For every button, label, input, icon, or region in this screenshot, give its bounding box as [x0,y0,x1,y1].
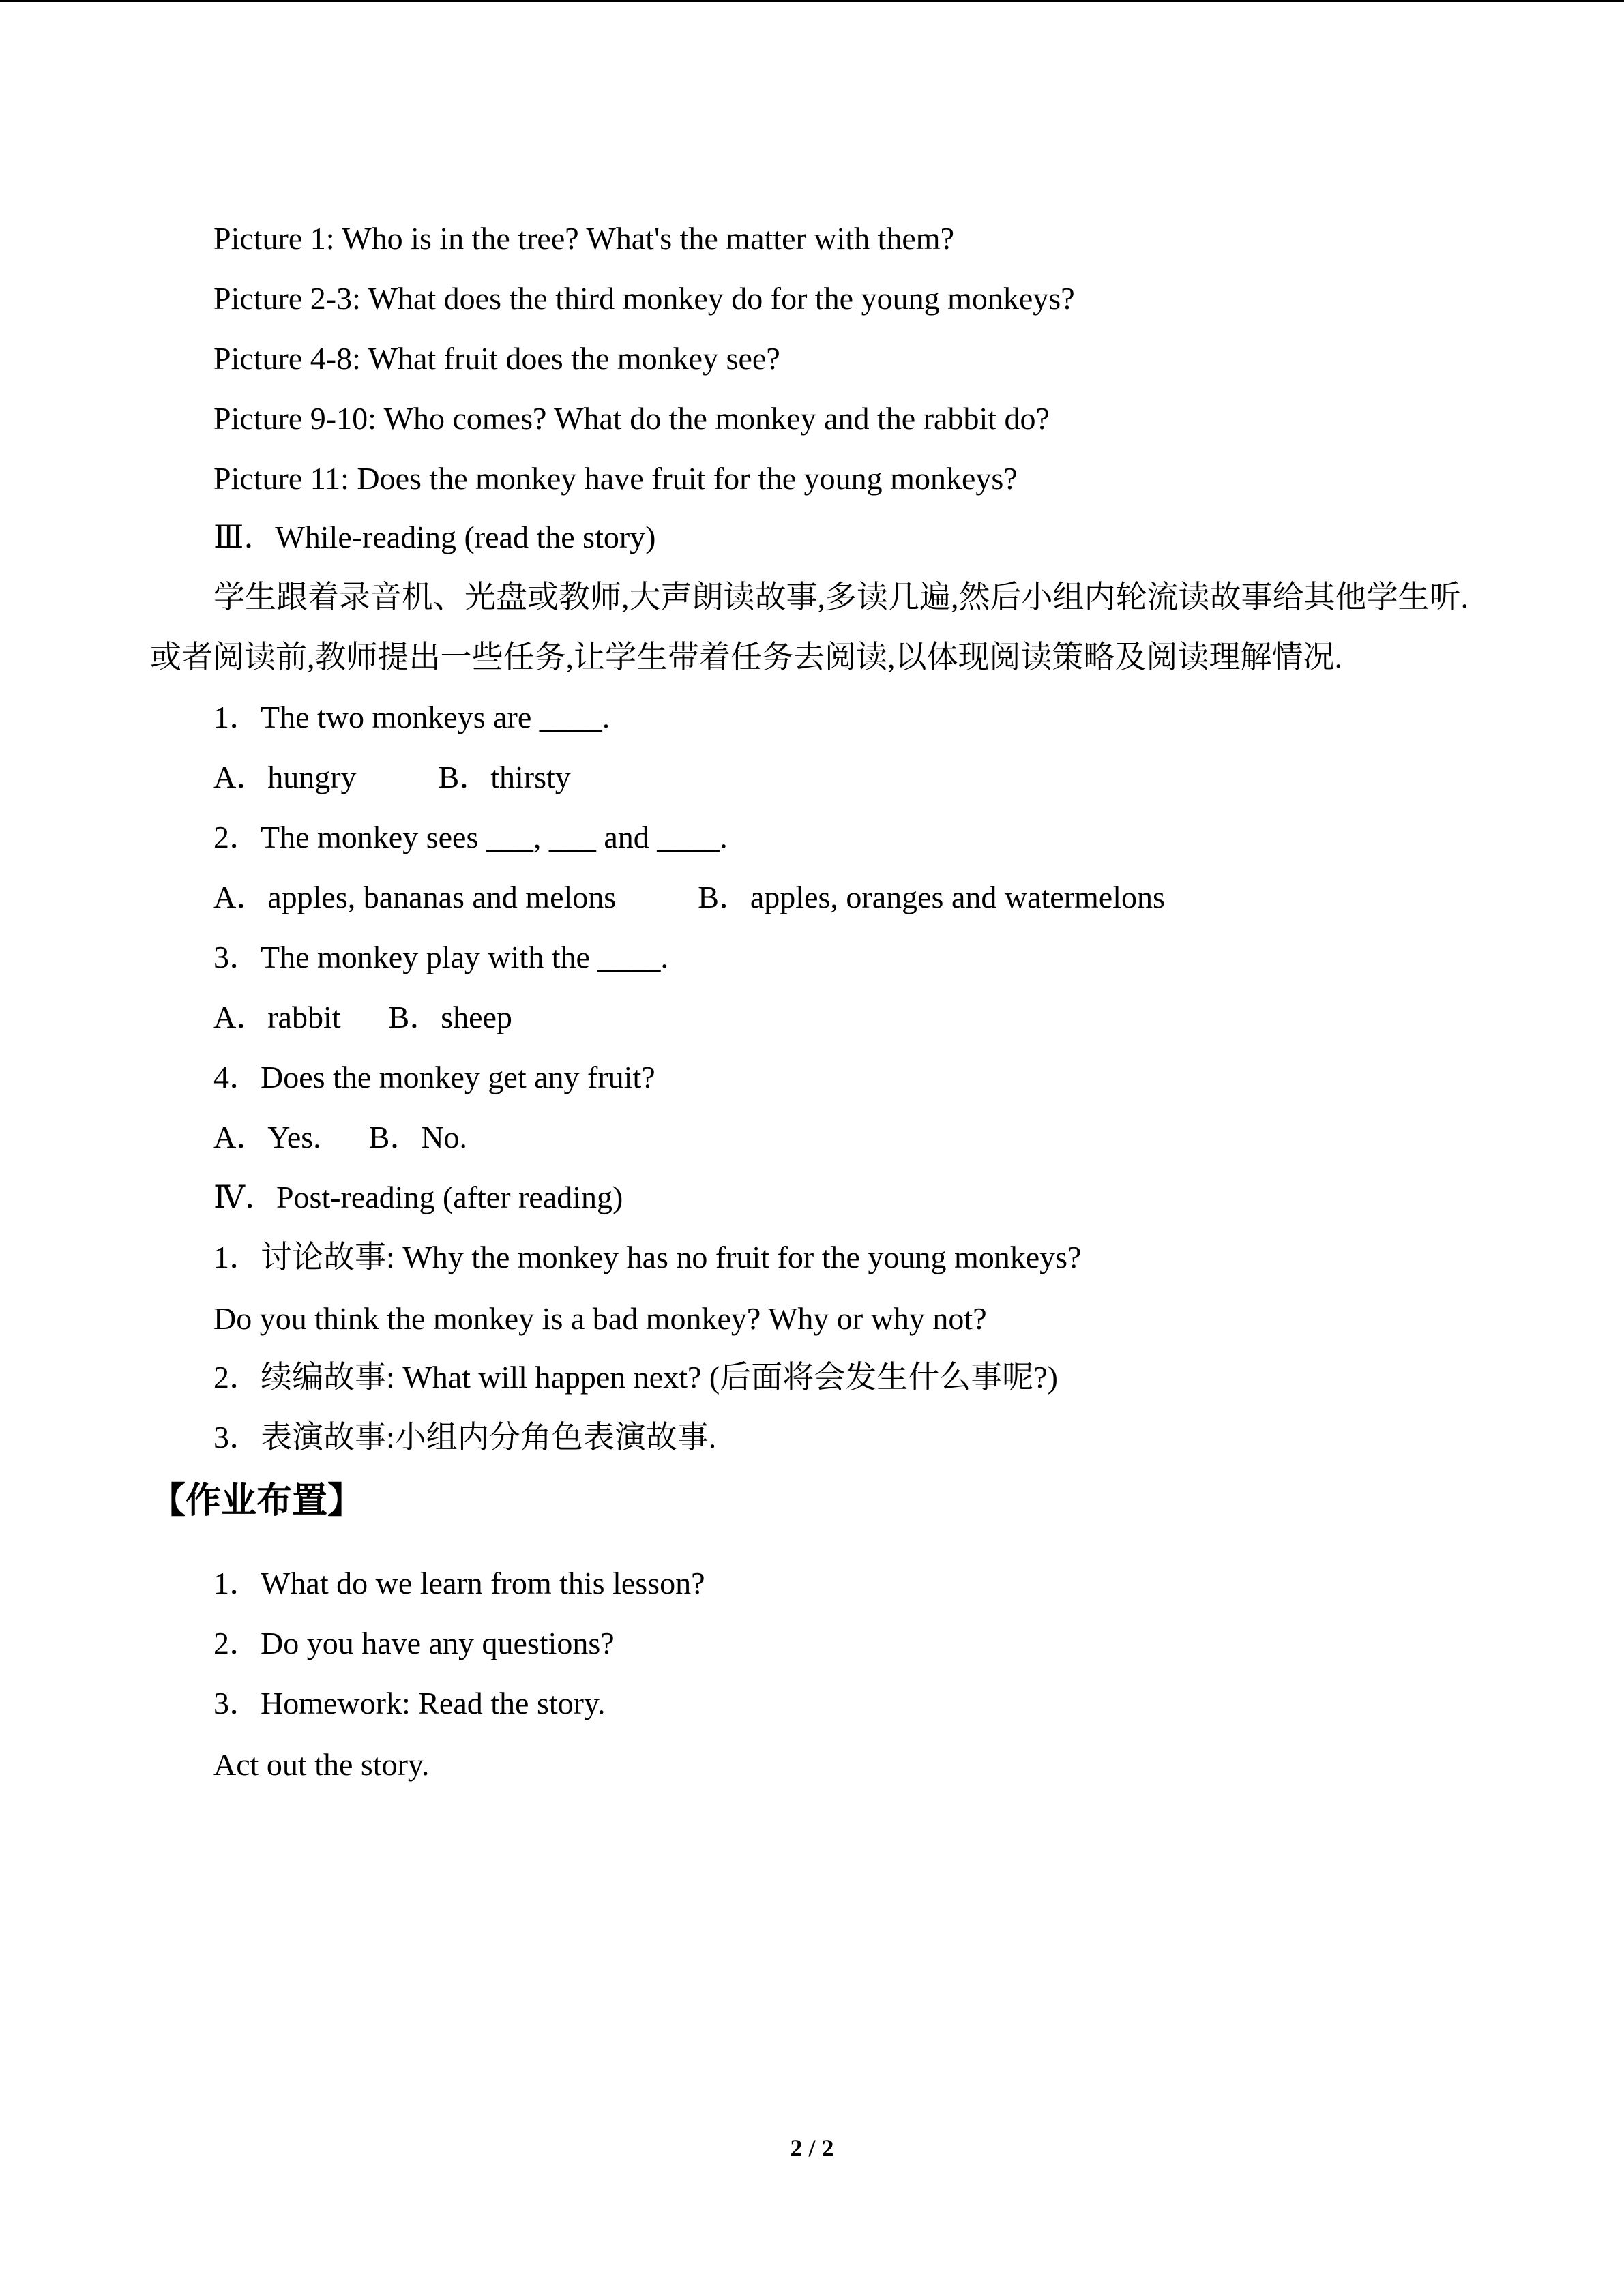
picture-question-2: Picture 2-3: What does the third monkey do for the young monkeys? [213,281,1075,316]
post-reading-item-2: Do you think the monkey is a bad monkey? Why or why not? [213,1301,987,1336]
post-reading-heading: Ⅳ．Post-reading (after reading) [213,1180,623,1214]
homework-item-1: 1．What do we learn from this lesson? [213,1566,705,1600]
picture-question-3: Picture 4-8: What fruit does the monkey see? [213,341,780,376]
question-4-option-b: B．No. [368,1120,468,1154]
question-1-options [213,757,571,798]
post-reading-item-1: 1．讨论故事: Why the monkey has no fruit for the young monkeys? [213,1240,1082,1274]
question-2-option-a: A．apples, bananas and melons [213,880,617,914]
picture-question-4: Picture 9-10: Who comes? What do the monkey and the rabbit do? [213,401,1050,436]
post-reading-item-3: 2．续编故事: What will happen next? (后面将会发生什么事呢?) [213,1360,1058,1395]
page-top-border [0,0,1624,2]
picture-question-1: Picture 1: Who is in the tree? What's the matter with them? [213,221,955,256]
question-4: 4．Does the monkey get any fruit? [213,1060,655,1094]
question-3-option-b: B．sheep [388,1000,512,1034]
question-2-option-b: B．apples, oranges and watermelons [698,880,1165,914]
homework-item-2: 2．Do you have any questions? [213,1626,615,1660]
question-4-options [213,1117,467,1158]
question-2: 2．The monkey sees ___, ___ and ____. [213,820,728,854]
question-1-option-a: A．hungry [213,760,357,794]
homework-item-3: 3．Homework: Read the story. [213,1686,606,1720]
page-number: 2 / 2 [790,2134,834,2162]
question-1-option-b: B．thirsty [438,760,571,794]
question-1: 1．The two monkeys are ____. [213,700,610,734]
question-3: 3．The monkey play with the ____. [213,940,668,974]
while-reading-heading: Ⅲ．While-reading (read the story) [213,520,656,554]
question-2-options [213,877,1165,918]
homework-item-4: Act out the story. [213,1747,430,1782]
question-3-option-a: A．rabbit [213,1000,341,1034]
while-reading-instruction: 学生跟着录音机、光盘或教师,大声朗读故事,多读几遍,然后小组内轮流读故事给其他学生听.或者阅读前,教师提出一些任务,让学生带着任务去阅读,以体现阅读策略及阅读理解情况. [150,580,1468,674]
homework-heading: 【作业布置】 [150,1480,364,1521]
picture-question-5: Picture 11: Does the monkey have fruit for the young monkeys? [213,461,1018,496]
question-3-options [213,997,512,1038]
post-reading-item-4: 3．表演故事:小组内分角色表演故事. [213,1420,717,1455]
question-4-option-a: A．Yes. [213,1120,321,1154]
